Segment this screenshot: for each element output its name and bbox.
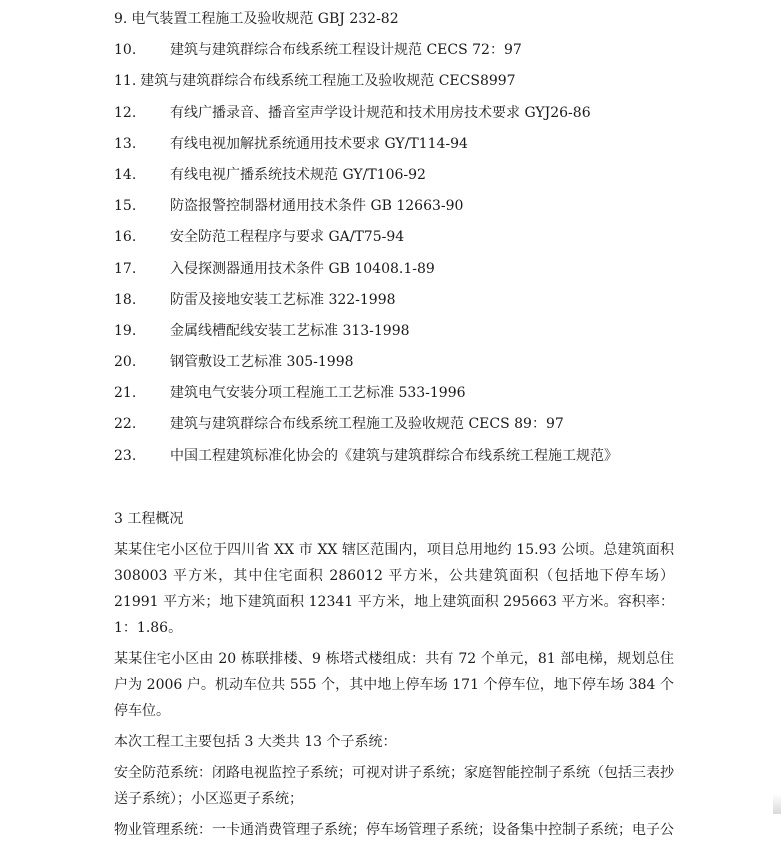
list-item: [114, 444, 734, 475]
item-number: 23.: [114, 447, 137, 464]
list-item: [114, 350, 734, 381]
item-text: 建筑与建筑群综合布线系统工程施工及验收规范 CECS 89：97: [170, 416, 564, 433]
list-item: [114, 132, 734, 163]
item-number: 21.: [114, 385, 137, 402]
list-item: [114, 194, 734, 225]
list-item: [114, 163, 734, 194]
item-text: 建筑电气安装分项工程施工工艺标准 533-1996: [170, 385, 466, 402]
item-text: 建筑与建筑群综合布线系统工程施工及验收规范 CECS8997: [140, 73, 516, 90]
item-text: 钢管敷设工艺标准 305-1998: [170, 354, 354, 371]
paragraph-security-system: 安全防范系统：闭路电视监控子系统；可视对讲子系统；家庭智能控制子系统（包括三表抄送子系统）；小区巡更子系统；: [114, 765, 674, 807]
scrollbar-edge: [773, 794, 781, 814]
item-number: 11.: [114, 73, 137, 90]
item-number: 19.: [114, 322, 137, 339]
list-item: [114, 381, 734, 412]
item-number: 9.: [114, 11, 128, 27]
item-text: 有线电视广播系统技术规范 GY/T106-92: [170, 166, 426, 183]
item-number: 10.: [114, 42, 137, 59]
item-text: 入侵探测器通用技术条件 GB 10408.1-89: [170, 260, 435, 277]
item-number: 18.: [114, 291, 137, 308]
item-number: 20.: [114, 354, 137, 371]
item-number: 16.: [114, 229, 137, 246]
item-number: 13.: [114, 135, 137, 152]
list-item: [114, 257, 734, 288]
item-number: 17.: [114, 260, 137, 277]
section-heading: 3 工程概况: [114, 511, 184, 527]
list-item: [114, 412, 734, 443]
project-overview-section: [114, 506, 674, 848]
list-item: [114, 7, 734, 38]
item-text: 防雷及接地安装工艺标准 322-1998: [170, 291, 396, 308]
item-number: 15.: [114, 198, 137, 215]
reference-list: [114, 7, 734, 475]
item-text: 有线电视加解扰系统通用技术要求 GY/T114-94: [170, 135, 468, 152]
list-item: [114, 69, 734, 100]
list-item: [114, 101, 734, 132]
paragraph-location: 某某住宅小区位于四川省 XX 市 XX 辖区范围内，项目总用地约 15.93 公顷。总建筑面积 308003 平方米，其中住宅面积 286012 平方米，公共建筑面积（包括地下停车场）21991 平方米；地下建筑面积 12341 平方米，地上建筑面积 295663 平方米。容积率：1：1.86。: [114, 542, 674, 636]
item-text: 防盗报警控制器材通用技术条件 GB 12663-90: [170, 198, 464, 215]
item-text: 金属线槽配线安装工艺标准 313-1998: [170, 322, 410, 339]
item-text: 安全防范工程程序与要求 GA/T75-94: [170, 229, 405, 246]
item-text: 有线广播录音、播音室声学设计规范和技术用房技术要求 GYJ26-86: [170, 104, 591, 121]
item-text: 中国工程建筑标准化协会的《建筑与建筑群综合布线系统工程施工规范》: [170, 447, 618, 464]
paragraph-composition: 某某住宅小区由 20 栋联排楼、9 栋塔式楼组成：共有 72 个单元，81 部电梯，规划总住户为 2006 户。机动车位共 555 个，其中地上停车场 171 个停车位，地下停车场 384 个停车位。: [114, 651, 674, 719]
list-item: [114, 319, 734, 350]
item-number: 22.: [114, 416, 137, 433]
paragraph-scope: 本次工程工主要包括 3 大类共 13 个子系统：: [114, 734, 397, 750]
list-item: [114, 38, 734, 69]
list-item: [114, 288, 734, 319]
paragraph-property-management: 物业管理系统：一卡通消费管理子系统；停车场管理子系统；设备集中控制子系统；电子公: [114, 822, 674, 838]
list-item: [114, 225, 734, 256]
item-text: 电气装置工程施工及验收规范 GBJ 232-82: [131, 11, 399, 27]
item-text: 建筑与建筑群综合布线系统工程设计规范 CECS 72：97: [170, 42, 522, 59]
item-number: 12.: [114, 104, 137, 121]
item-number: 14.: [114, 166, 137, 183]
